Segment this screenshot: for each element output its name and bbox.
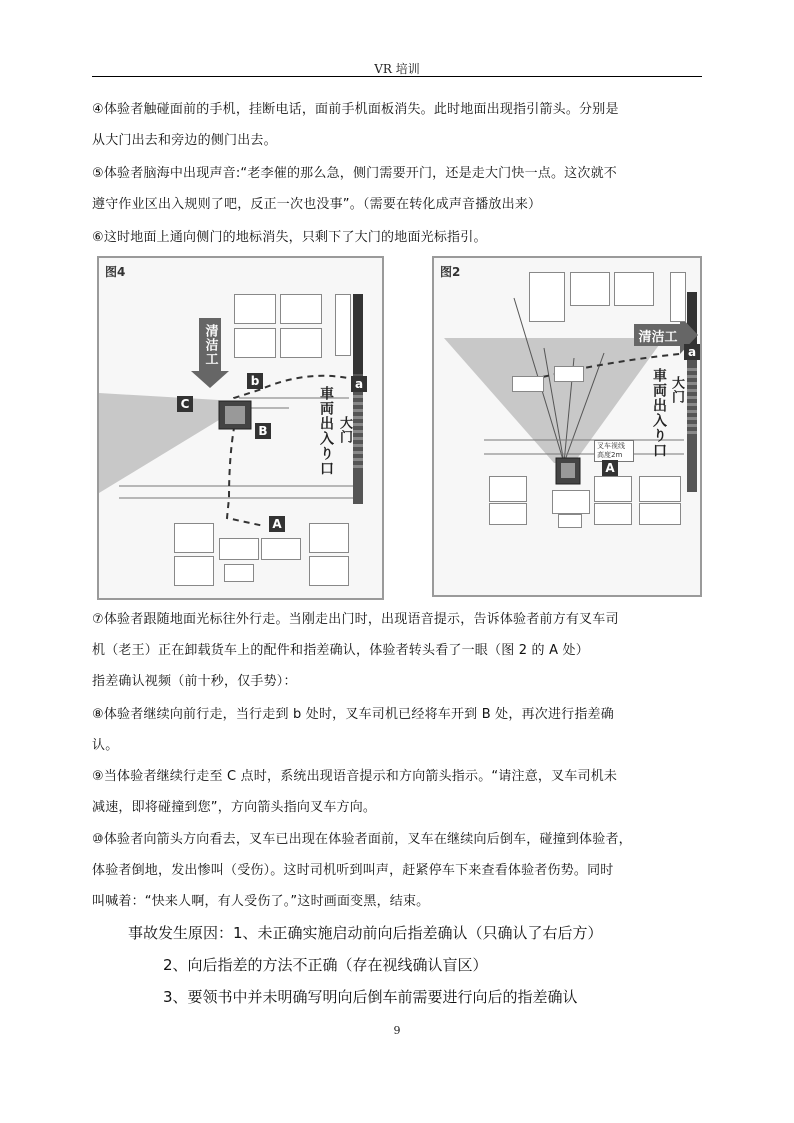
building (489, 476, 527, 502)
building (309, 523, 349, 553)
building (670, 272, 686, 322)
forklift-sight-label: 叉车视线 高度2m (594, 440, 634, 462)
building (261, 538, 301, 560)
paragraph-line: 体验者倒地，发出惨叫（受伤）。这时司机听到叫声，赶紧停车下来查看体验者伤势。同时 (92, 863, 614, 878)
marker-A: A (602, 460, 618, 476)
building (234, 294, 276, 324)
page-number: 9 (393, 1024, 401, 1037)
building (529, 272, 565, 322)
building (335, 294, 351, 356)
page-header-title: VR 培训 (374, 62, 420, 76)
sight-cone (99, 393, 219, 493)
building (489, 503, 527, 525)
cause-line-2: 2、向后指差的方法不正确（存在视线确认盲区） (163, 956, 488, 974)
building (234, 328, 276, 358)
header-rule (92, 76, 702, 77)
building (639, 476, 681, 502)
figure-2 (432, 256, 702, 597)
gate-label: 大门 (669, 376, 684, 404)
building (570, 272, 610, 306)
paragraph-10 (92, 824, 662, 917)
building (552, 490, 590, 514)
marker-b: b (247, 373, 263, 389)
vehicle-entrance-label: 車両出入り口 (318, 386, 334, 476)
paragraph-8 (92, 699, 662, 761)
paragraph-line: 认。 (92, 738, 119, 753)
building (639, 503, 681, 525)
paragraph-6 (92, 222, 662, 253)
paragraph-line: ⑥这时地面上通向侧门的地标消失，只剩下了大门的地面光标指引。 (92, 230, 487, 245)
marker-a: a (351, 376, 367, 392)
marker-C: C (177, 396, 193, 412)
building (219, 538, 259, 560)
paragraph-line: 减速，即将碰撞到您”，方向箭头指向叉车方向。 (92, 800, 377, 815)
paragraph-line: 叫喊着：“快来人啊，有人受伤了。”这时画面变黑，结束。 (92, 894, 430, 909)
building (594, 503, 632, 525)
paragraph-line: 指差确认视频（前十秒，仅手势）： (92, 674, 297, 689)
cause-line-1: 事故发生原因：1、未正确实施启动前向后指差确认（只确认了右后方） (128, 924, 603, 942)
paragraph-line: ④体验者触碰面前的手机，挂断电话，面前手机面板消失。此时地面出现指引箭头。分别是 (92, 102, 619, 117)
figure-4 (97, 256, 384, 600)
building (280, 294, 322, 324)
building (174, 556, 214, 586)
vehicle-entrance-label: 車両出入り口 (651, 368, 667, 458)
paragraph-line: 遵守作业区出入规则了吧，反正一次也没事”。（需要在转化成声音播放出来） (92, 197, 542, 212)
paragraph-4 (92, 94, 662, 156)
building (174, 523, 214, 553)
paragraph-line: ⑧体验者继续向前行走，当行走到 b 处时，叉车司机已经将车开到 B 处，再次进行指差确 (92, 707, 614, 722)
paragraph-line: 机（老王）正在卸载货车上的配件和指差确认，体验者转头看了一眼（图 2 的 A 处） (92, 643, 589, 658)
figure-label: 图2 (440, 265, 461, 279)
building (554, 366, 584, 382)
marker-A: A (269, 516, 285, 532)
paragraph-line: ⑨当体验者继续行走至 C 点时，系统出现语音提示和方向箭头指示。“请注意，叉车司机未 (92, 769, 618, 784)
building (224, 564, 254, 582)
cause-line-3: 3、要领书中并未明确写明向后倒车前需要进行向后的指差确认 (163, 988, 578, 1006)
paragraph-line: ⑦体验者跟随地面光标往外行走。当刚走出门时，出现语音提示，告诉体验者前方有叉车司 (92, 612, 619, 627)
paragraph-line: ⑤体验者脑海中出现声音:“老李催的那么急，侧门需要开门，还是走大门快一点。这次就不 (92, 166, 617, 181)
building (558, 514, 582, 528)
building (280, 328, 322, 358)
building (594, 476, 632, 502)
building (614, 272, 654, 306)
cleaner-label: 清洁工 (638, 329, 678, 345)
building (309, 556, 349, 586)
paragraph-5 (92, 158, 662, 220)
paragraph-line: ⑩体验者向箭头方向看去，叉车已出现在体验者面前，叉车在继续向后倒车，碰撞到体验者， (92, 832, 632, 847)
building (512, 376, 544, 392)
figure-label: 图4 (105, 265, 126, 279)
marker-a: a (684, 344, 700, 360)
cleaner-label: 清洁工 (202, 324, 218, 366)
paragraph-9 (92, 761, 662, 823)
paragraph-7 (92, 604, 662, 697)
gate-label: 大门 (337, 416, 352, 444)
marker-B: B (255, 423, 271, 439)
paragraph-line: 从大门出去和旁边的侧门出去。 (92, 133, 277, 148)
